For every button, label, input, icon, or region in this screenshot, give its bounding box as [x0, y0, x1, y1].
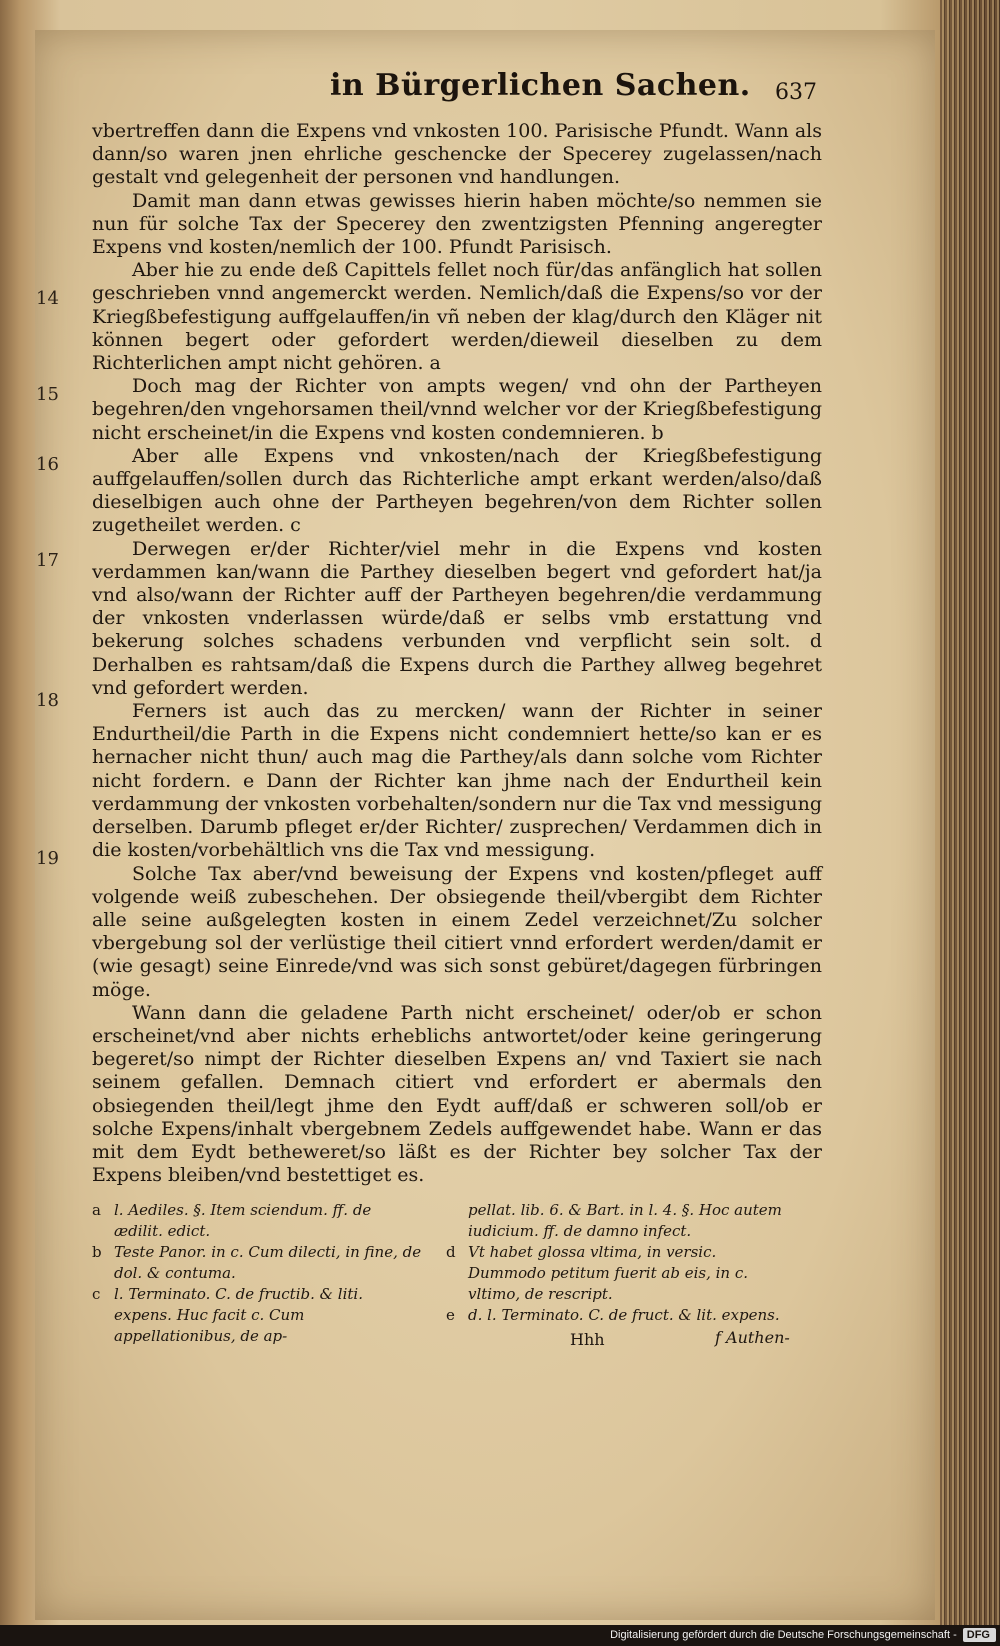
footnote [446, 1242, 796, 1305]
paragraph: Derwegen er/der Richter/viel mehr in die Expens vnd kosten verdammen kan/wann die Parthey dieselben begert vnd gefordert hat/ja vnd also/wann der Richter auff der Partheyen begehren/die verdammung der vnkosten vnderlassen würde/daß er selbs vmb erstattung vnd bekerung solches schadens verbunden vnd verpflicht sein solt. d Derhalben es rahtsam/daß die Expens durch die Parthey allweg begehret vnd gefordert werden. [92, 537, 822, 699]
paragraph: Wann dann die geladene Parth nicht erscheinet/ oder/ob er schon erscheinet/vnd aber nichts erheblichs antwortet/oder keine geringerung begeret/so nimpt der Richter dieselben Expens an/ vnd Taxiert sie nach seinem gefallen. Demnach citiert vnd erfordert er abermals den obsiegenden theil/legt jhme den Eydt auff/daß er schweren soll/ob er solche Expens/inhalt vbergebnem Zedels auffgewendet habe. Wann er das mit dem Eydt betheweret/so läßt es der Richter bey solcher Tax der Expens bleiben/vnd bestettiget es. [92, 1001, 822, 1187]
catchword: f Authen- [715, 1328, 790, 1347]
signature-mark: Hhh [570, 1330, 605, 1349]
margin-number: 19 [36, 848, 59, 869]
page-edges [940, 0, 1000, 1625]
footnote-mark: d [446, 1243, 456, 1261]
body-text [92, 120, 822, 1187]
footnotes-left-column [92, 1200, 422, 1347]
footnote [92, 1242, 422, 1284]
margin-number: 15 [36, 384, 59, 405]
footnote-text: Vt habet glossa vltima, in versic. Dummodo petitum fuerit ab eis, in c. vltimo, de rescript. [468, 1243, 749, 1303]
footnote-mark [446, 1200, 468, 1242]
dfg-logo: DFG [963, 1628, 996, 1642]
footnote-text: l. Aediles. §. Item sciendum. ff. de ædilit. edict. [114, 1201, 372, 1240]
paragraph: vbertreffen dann die Expens vnd vnkosten 100. Parisische Pfundt. Wann als dann/so waren jnen ehrliche geschencke der Specerey zugelassen/nach gestalt vnd gelegenheit der personen vnd handlungen. [92, 120, 822, 189]
page-number: 637 [775, 80, 817, 105]
footnote-mark: b [92, 1243, 102, 1261]
footnote-mark: c [92, 1285, 101, 1303]
footnote-text: d. l. Terminato. C. de fruct. & lit. expens. [468, 1306, 780, 1324]
footnote [92, 1200, 422, 1242]
paragraph: Solche Tax aber/vnd beweisung der Expens vnd kosten/pfleget auff volgende weiß zubeschehen. Der obsiegende theil/vbergibt dem Richter alle seine außgelegten kosten in einem Zedel verzeichnet/Zu solcher vbergebung sol der verlüstige theil citiert vnnd erfordert werden/damit er (wie gesagt) seine Einrede/vnd was sich sonst gebüret/dagegen fürbringen möge. [92, 862, 822, 1001]
dfg-footer [0, 1625, 1000, 1646]
paragraph: Aber hie zu ende deß Capittels fellet noch für/das anfänglich hat sollen geschrieben vnnd angemerckt werden. Nemlich/daß die Expens/so vor der Kriegßbefestigung auffgelauffen/in vñ neben der klag/durch den Kläger nit können begert oder gefordert werden/dieweil dieselben zu dem Richterlichen ampt nicht gehören. a [92, 259, 822, 375]
footnote [446, 1200, 796, 1242]
footnote [92, 1284, 422, 1347]
margin-number: 16 [36, 454, 59, 475]
footnotes-right-column [446, 1200, 796, 1347]
footer-text: Digitalisierung gefördert durch die Deutsche Forschungsgemeinschaft - [610, 1629, 957, 1641]
footnote-text: l. Terminato. C. de fructib. & liti. expens. Huc facit c. Cum appellationibus, de ap- [114, 1285, 363, 1345]
footnote-text: pellat. lib. 6. & Bart. in l. 4. §. Hoc autem iudicium. ff. de damno infect. [468, 1201, 782, 1240]
footnote-text: Teste Panor. in c. Cum dilecti, in fine, de dol. & contuma. [114, 1243, 422, 1282]
footnote-mark: e [446, 1306, 455, 1324]
paragraph: Doch mag der Richter von ampts wegen/ vnd ohn der Partheyen begehren/den vngehorsamen theil/vnnd welcher vor der Kriegßbefestigung nicht erscheinet/in die Expens vnd kosten condemnieren. b [92, 375, 822, 444]
paragraph: Damit man dann etwas gewisses hierin haben möchte/so nemmen sie nun für solche Tax der Specerey den zwentzigsten Pfenning angeregter Expens vnd kosten/nemlich der 100. Pfundt Parisisch. [92, 189, 822, 259]
paragraph: Aber alle Expens vnd vnkosten/nach der Kriegßbefestigung auffgelauffen/sollen durch das Richterliche ampt erkant werden/also/daß dieselbigen auch ohne der Partheyen begehren/von dem Richter sollen zugetheilet werden. c [92, 444, 822, 537]
footnote [446, 1305, 796, 1326]
margin-number: 18 [36, 690, 59, 711]
margin-number: 17 [36, 550, 59, 571]
margin-number: 14 [36, 288, 59, 309]
footnote-mark: a [92, 1201, 101, 1219]
footnotes [92, 1200, 792, 1347]
paragraph: Ferners ist auch das zu mercken/ wann der Richter in seiner Endurtheil/die Parth in die Expens nicht condemniert hette/so kan er es hernacher nicht thun/ auch mag die Parthey/als dann solche vom Richter nicht fordern. e Dann der Richter kan jhme nach der Endurtheil kein verdammung der vnkosten vorbehalten/sondern nur die Tax vnd messigung derselben. Darumb pfleget er/der Richter/ zusprechen/ Verdammen dich in die kosten/vorbehältlich vns die Tax vnd messigung. [92, 700, 822, 862]
running-header: in Bürgerlichen Sachen. [330, 68, 751, 103]
